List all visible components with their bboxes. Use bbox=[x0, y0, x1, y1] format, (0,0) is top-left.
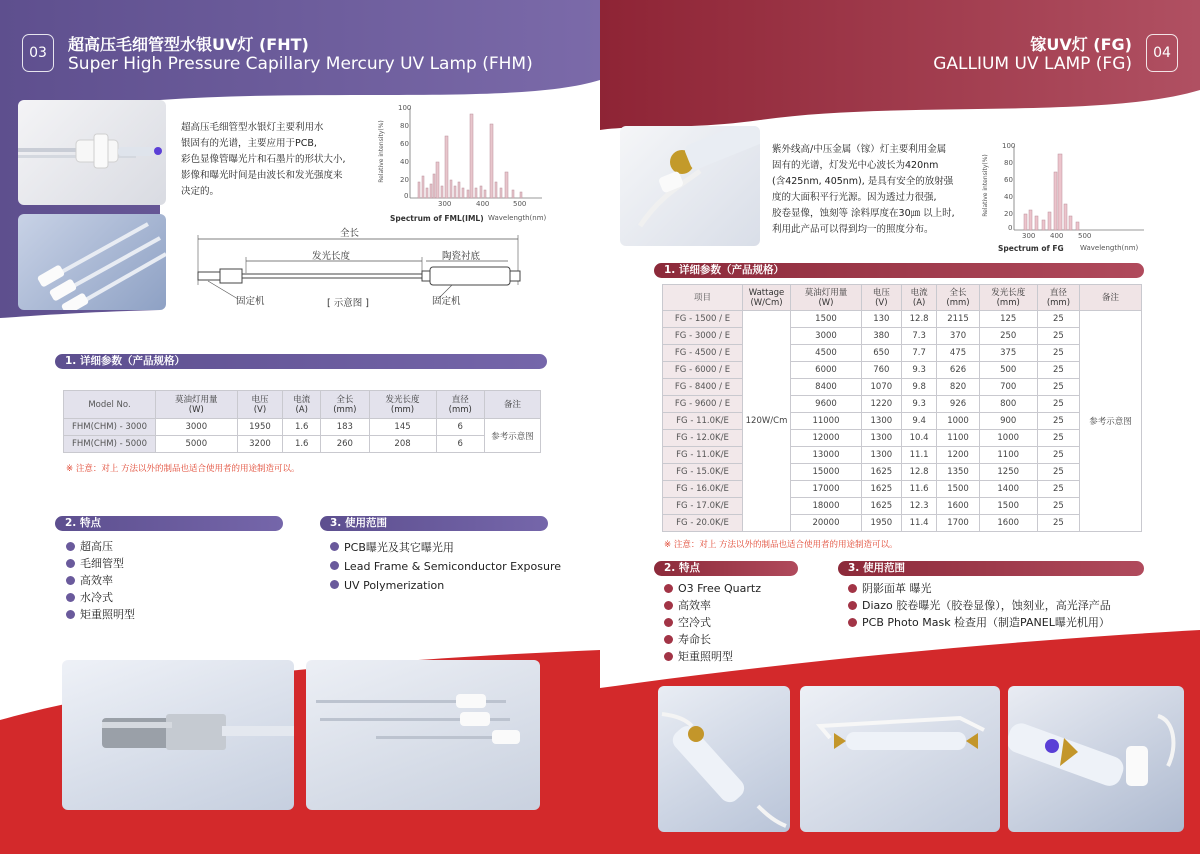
cell: 18000 bbox=[791, 498, 862, 515]
col-header: Wattage (W/Cm) bbox=[743, 285, 791, 311]
usage-heading: 3. 使用范围 bbox=[320, 516, 548, 531]
cell: 6000 bbox=[791, 362, 862, 379]
cell: 1000 bbox=[937, 413, 979, 430]
cell: 12000 bbox=[791, 430, 862, 447]
cell: 380 bbox=[861, 328, 901, 345]
wattage-cell: 120W/Cm bbox=[743, 311, 791, 532]
page-title-en: Super High Pressure Capillary Mercury UV Lamp (FHM) bbox=[68, 54, 533, 74]
list-item: 高效率 bbox=[66, 572, 135, 589]
bullet-icon bbox=[66, 559, 75, 568]
spec-section-heading: 1. 详细参数（产品规格） bbox=[55, 354, 547, 369]
cell: 10.4 bbox=[901, 430, 937, 447]
usage-note: ※ 注意：对上 方法以外的制品也适合使用者的用途制造可以。 bbox=[664, 540, 898, 550]
bullet-icon bbox=[848, 584, 857, 593]
table-row bbox=[663, 362, 1142, 379]
list-item: 高效率 bbox=[664, 597, 761, 614]
spectrum-title: Spectrum of FML(IML) bbox=[390, 214, 484, 223]
table-row bbox=[663, 447, 1142, 464]
fixer-left-label: 固定机 bbox=[236, 296, 265, 307]
cell: FHM(CHM) - 3000 bbox=[64, 419, 156, 436]
cell: 11000 bbox=[791, 413, 862, 430]
cell: 2115 bbox=[937, 311, 979, 328]
col-header: 全长 (mm) bbox=[937, 285, 979, 311]
cell: 130 bbox=[861, 311, 901, 328]
y-tick: 80 bbox=[400, 122, 409, 130]
cell: 375 bbox=[979, 345, 1037, 362]
cell: 926 bbox=[937, 396, 979, 413]
cell: 1625 bbox=[861, 498, 901, 515]
table-header-row bbox=[663, 285, 1142, 311]
bullet-icon bbox=[66, 542, 75, 551]
y-tick: 20 bbox=[400, 176, 409, 184]
cell: 3000 bbox=[156, 419, 238, 436]
right-page bbox=[600, 0, 1200, 854]
list-item: 水冷式 bbox=[66, 589, 135, 606]
col-header: 电压 (V) bbox=[237, 391, 283, 419]
y-tick: 40 bbox=[400, 158, 409, 166]
cell: 1.6 bbox=[283, 419, 321, 436]
table-row bbox=[663, 498, 1142, 515]
col-header: 电压 (V) bbox=[861, 285, 901, 311]
ceramic-base-label: 陶瓷衬底 bbox=[442, 251, 481, 262]
cell: 25 bbox=[1037, 481, 1079, 498]
cell: FG - 9600 / E bbox=[663, 396, 743, 413]
col-header: 备注 bbox=[485, 391, 541, 419]
col-header: 莫油灯用量 (W) bbox=[791, 285, 862, 311]
cell: 9.4 bbox=[901, 413, 937, 430]
cell: 250 bbox=[979, 328, 1037, 345]
cell: 6 bbox=[436, 419, 484, 436]
cell: 20000 bbox=[791, 515, 862, 532]
emit-length-label: 发光长度 bbox=[312, 251, 351, 262]
col-header: 电流 (A) bbox=[901, 285, 937, 311]
intro-line: 紫外线高/中压金属（镓）灯主要利用金属 bbox=[772, 144, 947, 155]
usage-list bbox=[330, 538, 590, 595]
table-row bbox=[663, 396, 1142, 413]
cell: 208 bbox=[369, 436, 436, 453]
intro-text bbox=[772, 142, 992, 238]
table-row bbox=[663, 464, 1142, 481]
table-header-row bbox=[64, 391, 541, 419]
cell: FG - 6000 / E bbox=[663, 362, 743, 379]
cell: 260 bbox=[321, 436, 369, 453]
col-header: 直径 (mm) bbox=[1037, 285, 1079, 311]
table-row bbox=[663, 481, 1142, 498]
y-tick: 60 bbox=[1004, 176, 1013, 184]
cell: FG - 3000 / E bbox=[663, 328, 743, 345]
cell: 15000 bbox=[791, 464, 862, 481]
cell: 1950 bbox=[861, 515, 901, 532]
y-tick: 0 bbox=[404, 192, 409, 200]
remark-cell: 参考示意图 bbox=[1080, 311, 1142, 532]
cell: 1100 bbox=[979, 447, 1037, 464]
y-tick: 0 bbox=[1008, 224, 1013, 232]
y-tick: 60 bbox=[400, 140, 409, 148]
features-heading: 2. 特点 bbox=[654, 561, 798, 576]
x-axis-label: Wavelength(nm) bbox=[488, 214, 547, 222]
col-header: 发光长度 (mm) bbox=[979, 285, 1037, 311]
intro-line: 决定的。 bbox=[181, 186, 220, 197]
cell: 25 bbox=[1037, 413, 1079, 430]
intro-line: (含425nm, 405nm), 是具有安全的放射强 bbox=[772, 176, 954, 187]
x-tick: 500 bbox=[513, 200, 527, 208]
cell: 820 bbox=[937, 379, 979, 396]
cell: 1300 bbox=[861, 413, 901, 430]
intro-line: 超高压毛细管型水银灯主要利用水 bbox=[181, 122, 324, 133]
cell: 500 bbox=[979, 362, 1037, 379]
cell: 5000 bbox=[156, 436, 238, 453]
lamp-photo-3 bbox=[62, 660, 294, 810]
cell: 3000 bbox=[791, 328, 862, 345]
x-tick: 300 bbox=[1022, 232, 1036, 240]
lamp-photo-1 bbox=[18, 100, 166, 205]
cell: 1300 bbox=[861, 447, 901, 464]
list-item: 矩重照明型 bbox=[66, 606, 135, 623]
intro-line: 度的大面积平行光源。因为透过力很强, bbox=[772, 192, 937, 203]
spectrum-bars bbox=[418, 114, 522, 198]
list-item: 阴影面革 曝光 bbox=[848, 580, 1148, 597]
cell: FHM(CHM) - 5000 bbox=[64, 436, 156, 453]
cell: 25 bbox=[1037, 447, 1079, 464]
cell: 1.6 bbox=[283, 436, 321, 453]
list-item: 空冷式 bbox=[664, 614, 761, 631]
cell: 125 bbox=[979, 311, 1037, 328]
cell: FG - 4500 / E bbox=[663, 345, 743, 362]
cell: 370 bbox=[937, 328, 979, 345]
intro-line: 银固有的光谱，主要应用于PCB, bbox=[181, 138, 317, 149]
cell: 1950 bbox=[237, 419, 283, 436]
cell: 1500 bbox=[791, 311, 862, 328]
y-tick: 80 bbox=[1004, 159, 1013, 167]
table-row bbox=[663, 430, 1142, 447]
spec-table-fg bbox=[662, 284, 1142, 532]
intro-line: 胶卷显像，蚀刻等 涂料厚度在30㎛ 以上时, bbox=[772, 208, 955, 219]
lamp-schematic bbox=[190, 225, 530, 315]
list-item: 矩重照明型 bbox=[664, 648, 761, 665]
cell: 1500 bbox=[937, 481, 979, 498]
cell: 8400 bbox=[791, 379, 862, 396]
cell: 25 bbox=[1037, 430, 1079, 447]
cell: 11.1 bbox=[901, 447, 937, 464]
cell: 475 bbox=[937, 345, 979, 362]
cell: 12.8 bbox=[901, 464, 937, 481]
cell: 25 bbox=[1037, 498, 1079, 515]
cell: 25 bbox=[1037, 362, 1079, 379]
bullet-icon bbox=[330, 580, 339, 589]
cell: 1500 bbox=[979, 498, 1037, 515]
cell: 1700 bbox=[937, 515, 979, 532]
cell: 11.6 bbox=[901, 481, 937, 498]
cell: 4500 bbox=[791, 345, 862, 362]
spec-table-body bbox=[663, 311, 1142, 532]
cell: 12.3 bbox=[901, 498, 937, 515]
page-title-cn: 超高压毛细管型水银UV灯 (FHT) bbox=[68, 35, 309, 54]
cell: FG - 11.0K/E bbox=[663, 447, 743, 464]
y-tick: 20 bbox=[1004, 210, 1013, 218]
table-row bbox=[663, 328, 1142, 345]
bullet-icon bbox=[848, 601, 857, 610]
list-item: 毛细管型 bbox=[66, 555, 135, 572]
table-row bbox=[663, 413, 1142, 430]
cell: 25 bbox=[1037, 379, 1079, 396]
table-row bbox=[663, 379, 1142, 396]
intro-line: 彩色显像管曝光片和石墨片的形状大小, bbox=[181, 154, 346, 165]
col-header: 发光长度 (mm) bbox=[369, 391, 436, 419]
page-number: 03 bbox=[22, 34, 54, 72]
y-tick: 40 bbox=[1004, 193, 1013, 201]
fixer-right-label: 固定机 bbox=[432, 296, 461, 307]
cell: 11.4 bbox=[901, 515, 937, 532]
y-axis-label: Relative intensity(%) bbox=[981, 154, 989, 217]
intro-line: 影像和曝光时间是由波长和发光强度来 bbox=[181, 170, 343, 181]
cell: 1070 bbox=[861, 379, 901, 396]
col-header: 全长 (mm) bbox=[321, 391, 369, 419]
spectrum-bars bbox=[1024, 154, 1079, 230]
x-tick: 500 bbox=[1078, 232, 1092, 240]
cell: 1250 bbox=[979, 464, 1037, 481]
list-item: PCB Photo Mask 检查用（制造PANEL曝光机用） bbox=[848, 614, 1148, 631]
cell: 9.3 bbox=[901, 362, 937, 379]
total-length-label: 全长 bbox=[340, 228, 360, 239]
x-tick: 300 bbox=[438, 200, 452, 208]
cell: 1220 bbox=[861, 396, 901, 413]
cell: FG - 16.0K/E bbox=[663, 481, 743, 498]
lamp-photo-4 bbox=[306, 660, 540, 810]
spectrum-chart-fg bbox=[981, 142, 1148, 260]
x-axis-label: Wavelength(nm) bbox=[1080, 244, 1139, 252]
diagram-caption: [ 示意图 ] bbox=[327, 298, 369, 309]
col-header: 直径 (mm) bbox=[436, 391, 484, 419]
bullet-icon bbox=[664, 618, 673, 627]
cell: 25 bbox=[1037, 328, 1079, 345]
bullet-icon bbox=[66, 610, 75, 619]
cell: FG - 1500 / E bbox=[663, 311, 743, 328]
cell: 1100 bbox=[937, 430, 979, 447]
cell: 17000 bbox=[791, 481, 862, 498]
cell: FG - 8400 / E bbox=[663, 379, 743, 396]
bullet-icon bbox=[66, 576, 75, 585]
cell: 25 bbox=[1037, 311, 1079, 328]
usage-heading: 3. 使用范围 bbox=[838, 561, 1144, 576]
table-row bbox=[64, 419, 541, 436]
cell: 13000 bbox=[791, 447, 862, 464]
spectrum-chart-fml bbox=[377, 102, 547, 227]
bullet-icon bbox=[664, 584, 673, 593]
bullet-icon bbox=[66, 593, 75, 602]
list-item: Diazo 胶卷曝光（胶卷显像），蚀刻业，高光泽产品 bbox=[848, 597, 1148, 614]
features-heading: 2. 特点 bbox=[55, 516, 283, 531]
cell: 9600 bbox=[791, 396, 862, 413]
cell: 1000 bbox=[979, 430, 1037, 447]
bullet-icon bbox=[330, 542, 339, 551]
features-list bbox=[66, 538, 135, 623]
cell: FG - 12.0K/E bbox=[663, 430, 743, 447]
cell: FG - 11.0K/E bbox=[663, 413, 743, 430]
cell: FG - 15.0K/E bbox=[663, 464, 743, 481]
col-header: 项目 bbox=[663, 285, 743, 311]
list-item: 寿命长 bbox=[664, 631, 761, 648]
col-header: 电流 (A) bbox=[283, 391, 321, 419]
cell: 183 bbox=[321, 419, 369, 436]
cell: 25 bbox=[1037, 396, 1079, 413]
intro-text bbox=[181, 120, 381, 200]
y-axis-label: Relative intensity(%) bbox=[377, 120, 385, 183]
lamp-photo-2 bbox=[18, 214, 166, 310]
cell: 1625 bbox=[861, 464, 901, 481]
intro-line: 利用此产品可以得到均一的照度分布。 bbox=[772, 224, 934, 235]
cell: 1200 bbox=[937, 447, 979, 464]
table-row bbox=[64, 436, 541, 453]
cell: 25 bbox=[1037, 464, 1079, 481]
cell: 25 bbox=[1037, 515, 1079, 532]
cell: FG - 17.0K/E bbox=[663, 498, 743, 515]
bullet-icon bbox=[330, 561, 339, 570]
table-row bbox=[663, 345, 1142, 362]
cell: 9.3 bbox=[901, 396, 937, 413]
cell: 1350 bbox=[937, 464, 979, 481]
cell: 7.3 bbox=[901, 328, 937, 345]
lamp-photo-6 bbox=[658, 686, 790, 832]
col-header: 备注 bbox=[1080, 285, 1142, 311]
cell: 1600 bbox=[979, 515, 1037, 532]
cell: FG - 20.0K/E bbox=[663, 515, 743, 532]
cell: 650 bbox=[861, 345, 901, 362]
bullet-icon bbox=[664, 652, 673, 661]
cell: 1400 bbox=[979, 481, 1037, 498]
bullet-icon bbox=[848, 618, 857, 627]
page-title-cn: 镓UV灯 (FG) bbox=[1030, 35, 1132, 54]
cell: 900 bbox=[979, 413, 1037, 430]
spec-table-fhm bbox=[63, 390, 541, 453]
spectrum-title: Spectrum of FG bbox=[998, 244, 1064, 253]
list-item: Lead Frame & Semiconductor Exposure bbox=[330, 557, 590, 576]
page-number: 04 bbox=[1146, 34, 1178, 72]
bullet-icon bbox=[664, 601, 673, 610]
col-header: 莫油灯用量 (W) bbox=[156, 391, 238, 419]
lamp-photo-8 bbox=[1008, 686, 1184, 832]
list-item: O3 Free Quartz bbox=[664, 580, 761, 597]
spec-section-heading: 1. 详细参数（产品规格） bbox=[654, 263, 1144, 278]
cell: 800 bbox=[979, 396, 1037, 413]
cell: 7.7 bbox=[901, 345, 937, 362]
features-list bbox=[664, 580, 761, 665]
usage-note: ※ 注意：对上 方法以外的制品也适合使用者的用途制造可以。 bbox=[66, 464, 300, 474]
cell: 6 bbox=[436, 436, 484, 453]
lamp-photo-5 bbox=[620, 126, 760, 246]
cell: 12.8 bbox=[901, 311, 937, 328]
cell: 760 bbox=[861, 362, 901, 379]
table-row bbox=[663, 515, 1142, 532]
list-item: 超高压 bbox=[66, 538, 135, 555]
list-item: UV Polymerization bbox=[330, 576, 590, 595]
table-row bbox=[663, 311, 1142, 328]
cell: 626 bbox=[937, 362, 979, 379]
col-header: Model No. bbox=[64, 391, 156, 419]
intro-line: 固有的光谱，灯发光中心波长为420nm bbox=[772, 160, 939, 171]
lamp-photo-7 bbox=[800, 686, 1000, 832]
cell: 1600 bbox=[937, 498, 979, 515]
cell: 1300 bbox=[861, 430, 901, 447]
cell: 25 bbox=[1037, 345, 1079, 362]
list-item: PCB曝光及其它曝光用 bbox=[330, 538, 590, 557]
cell: 1625 bbox=[861, 481, 901, 498]
cell: 700 bbox=[979, 379, 1037, 396]
bullet-icon bbox=[664, 635, 673, 644]
cell: 9.8 bbox=[901, 379, 937, 396]
page-title-en: GALLIUM UV LAMP (FG) bbox=[933, 54, 1132, 74]
y-tick: 100 bbox=[398, 104, 412, 112]
cell: 145 bbox=[369, 419, 436, 436]
remark-cell: 参考示意图 bbox=[485, 419, 541, 453]
y-tick: 100 bbox=[1002, 142, 1016, 150]
usage-list bbox=[848, 580, 1148, 631]
x-tick: 400 bbox=[1050, 232, 1064, 240]
x-tick: 400 bbox=[476, 200, 490, 208]
cell: 3200 bbox=[237, 436, 283, 453]
